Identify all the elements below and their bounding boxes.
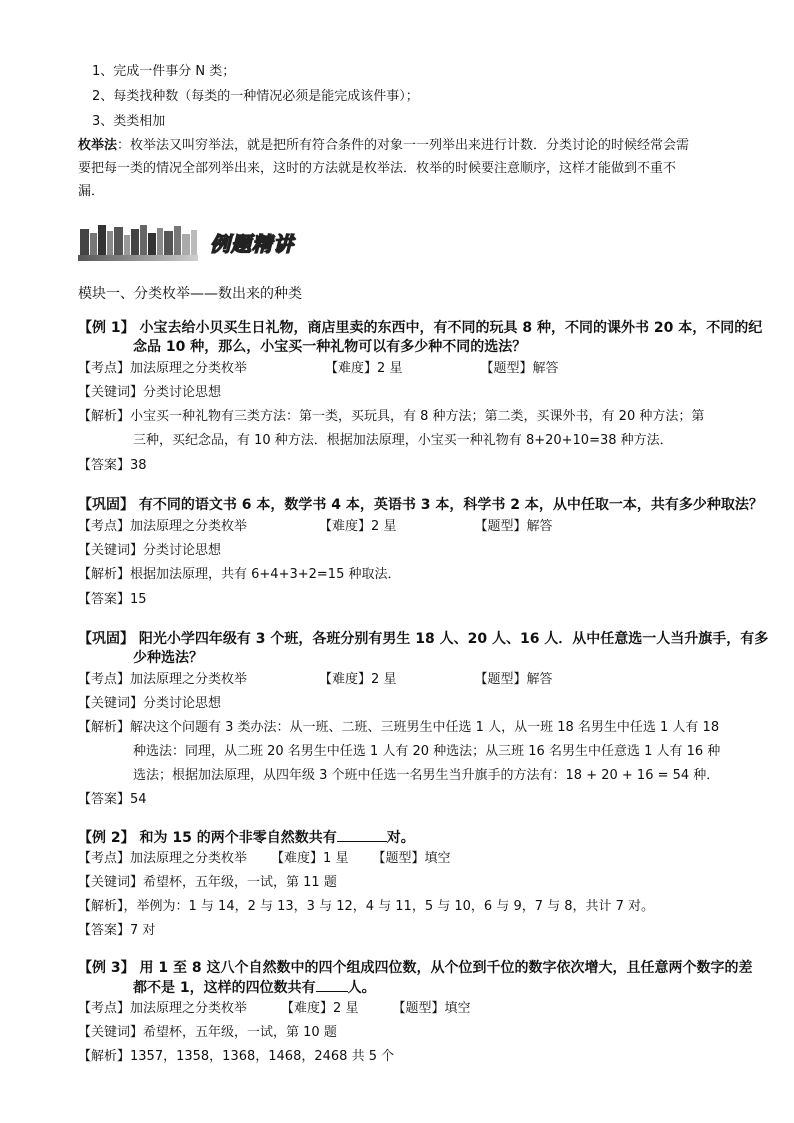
c1-point: 加法原理之分类枚举 <box>130 519 248 534</box>
enum-text-1: ：枚举法又叫穷举法，就是把所有符合条件的对象一一列举出来进行计数．分类讨论的时候经常会需 <box>117 138 690 153</box>
label-answer: 【答案】 <box>78 923 131 938</box>
c2-answer-value: 54 <box>130 792 147 807</box>
ex3-type: 填空 <box>444 1001 471 1016</box>
c2-answer <box>78 792 147 808</box>
c1-answer-value: 15 <box>130 592 147 607</box>
banner-title: 例题精讲 <box>210 232 294 256</box>
intro-step-1: 1、完成一件事分 N 类； <box>92 64 236 79</box>
label-analysis: 【解析】 <box>78 899 124 914</box>
c2-point: 加法原理之分类枚举 <box>130 672 248 687</box>
ex3-question-line-2 <box>133 979 376 996</box>
ex1-analysis-text-1: 小宝买一种礼物有三类方法：第一类，买玩具，有 8 种方法；第二类，买课外书，有 20 种方法；第 <box>130 409 705 424</box>
c2-analysis-line-3: 选法；根据加法原理，从四年级 3 个班中任选一名男生当升旗手的方法有：18 + 20 + 16 = 54 种． <box>133 768 720 783</box>
ex3-keyword <box>78 1025 337 1041</box>
ex1-analysis-line-2: 三种，买纪念品，有 10 种方法．根据加法原理，小宝买一种礼物有 8+20+10=38 种方法． <box>133 433 673 448</box>
label-point: 【考点】 <box>78 519 131 534</box>
ex1-question-line-1 <box>78 320 762 336</box>
ex3-analysis-text-1: 1357，1358，1368，1468，2468 共 5 个 <box>130 1049 395 1064</box>
c2-tag: 【巩固】 <box>78 631 134 647</box>
ex2-tag: 【例 2】 <box>78 830 135 846</box>
c1-keyword <box>78 543 221 559</box>
label-point: 【考点】 <box>78 1001 131 1016</box>
ex2-answer-value: 7 对 <box>130 923 156 938</box>
label-analysis: 【解析】 <box>78 1049 131 1064</box>
c2-question-line-2: 少种选法？ <box>133 650 203 666</box>
ex1-answer-value: 38 <box>130 458 147 473</box>
label-difficulty: 【难度】 <box>319 519 372 534</box>
ex2-point: 加法原理之分类枚举 <box>130 851 248 866</box>
ex3-question-text-2b: 人。 <box>347 980 376 996</box>
label-answer: 【答案】 <box>78 458 131 473</box>
ex1-question-line-2: 念品 10 种，那么，小宝买一种礼物可以有多少种不同的选法？ <box>133 339 527 355</box>
c2-analysis-line-2: 种选法：同理，从二班 20 名男生中任选 1 人有 20 种选法；从三班 16 名男生中任意选 1 人有 16 种 <box>133 744 721 759</box>
ex1-analysis-line-1 <box>78 409 704 425</box>
label-answer: 【答案】 <box>78 792 131 807</box>
label-point: 【考点】 <box>78 851 131 866</box>
ex3-keyword-value: 希望杯，五年级，一试，第 10 题 <box>143 1025 337 1040</box>
ex1-difficulty: 2 星 <box>377 361 403 376</box>
label-difficulty: 【难度】 <box>325 361 378 376</box>
c2-keyword-value: 分类讨论思想 <box>143 696 222 711</box>
ex3-question-text-1: 用 1 至 8 这八个自然数中的四个组成四位数，从个位到千位的数字依次增大，且任意两个数字的差 <box>139 960 753 976</box>
ex2-difficulty: 1 星 <box>323 851 349 866</box>
c2-type: 解答 <box>526 672 553 687</box>
label-analysis: 【解析】 <box>78 567 131 582</box>
ex3-analysis-line-1 <box>78 1049 394 1065</box>
intro-step-2: 2、每类找种数（每类的一种情况必须是能完成该件事）； <box>92 89 419 104</box>
label-keyword: 【关键词】 <box>78 1025 144 1040</box>
ex1-keyword <box>78 385 221 401</box>
ex3-point: 加法原理之分类枚举 <box>130 1001 248 1016</box>
label-difficulty: 【难度】 <box>271 851 324 866</box>
ex1-tag: 【例 1】 <box>78 320 135 336</box>
c2-question-line-1 <box>78 631 768 647</box>
label-keyword: 【关键词】 <box>78 385 144 400</box>
ex2-question-text-a: 和为 15 的两个非零自然数共有 <box>139 830 337 846</box>
ex1-type: 解答 <box>532 361 559 376</box>
label-type: 【题型】 <box>392 1001 445 1016</box>
ex2-analysis-line-1 <box>78 899 654 915</box>
ex2-keyword-value: 希望杯，五年级，一试，第 11 题 <box>143 875 337 890</box>
label-type: 【题型】 <box>474 519 527 534</box>
c1-keyword-value: 分类讨论思想 <box>143 543 222 558</box>
ex2-meta <box>78 851 450 867</box>
ex2-question-text-b: 对。 <box>386 830 415 846</box>
label-difficulty: 【难度】 <box>281 1001 334 1016</box>
ex1-keyword-value: 分类讨论思想 <box>143 385 222 400</box>
c1-tag: 【巩固】 <box>78 497 134 513</box>
label-keyword: 【关键词】 <box>78 696 144 711</box>
label-answer: 【答案】 <box>78 592 131 607</box>
c2-question-text-1: 阳光小学四年级有 3 个班，各班分别有男生 18 人、20 人、16 人．从中任意选一人当升旗手，有多 <box>138 631 769 647</box>
ex2-keyword <box>78 875 337 891</box>
label-difficulty: 【难度】 <box>319 672 372 687</box>
c1-meta <box>78 519 552 535</box>
enum-paragraph-line-1 <box>78 138 689 154</box>
ex1-meta <box>78 361 558 377</box>
label-keyword: 【关键词】 <box>78 875 144 890</box>
c1-analysis-text-1: 根据加法原理，共有 6+4+3+2=15 种取法． <box>130 567 401 582</box>
c1-analysis-line-1 <box>78 567 400 583</box>
ex3-tag: 【例 3】 <box>78 960 135 976</box>
enum-paragraph-line-3: 漏． <box>78 184 105 199</box>
c2-analysis-text-1: 解决这个问题有 3 类办法：从一班、二班、三班男生中任选 1 人，从一班 18 名男生中任选 1 人有 18 <box>130 720 720 735</box>
ex3-difficulty: 2 星 <box>333 1001 359 1016</box>
ex2-analysis-text-1: ，举例为：1 与 14，2 与 13，3 与 12，4 与 11，5 与 10，6 与 9，7 与 8，共计 7 对。 <box>123 899 655 914</box>
label-type: 【题型】 <box>372 851 425 866</box>
ex2-answer-blank <box>337 829 387 842</box>
label-type: 【题型】 <box>480 361 533 376</box>
enum-paragraph-line-2: 要把每一类的情况全部列举出来，这时的方法就是枚举法．枚举的时候要注意顺序，这样才能做到不重不 <box>78 161 677 176</box>
intro-step-3: 3、类类相加 <box>92 114 166 129</box>
ex1-question-text-1: 小宝去给小贝买生日礼物，商店里卖的东西中，有不同的玩具 8 种，不同的课外书 20 本，不同的纪 <box>139 320 763 336</box>
ex2-question-line-1 <box>78 829 415 846</box>
enum-term: 枚举法 <box>78 138 118 153</box>
ex3-question-text-2a: 都不是 1，这样的四位数共有 <box>133 980 316 996</box>
label-point: 【考点】 <box>78 361 131 376</box>
ex3-meta <box>78 1001 470 1017</box>
c1-answer <box>78 592 147 608</box>
c1-type: 解答 <box>526 519 553 534</box>
ex1-answer <box>78 458 147 474</box>
ex2-type: 填空 <box>424 851 451 866</box>
ex3-question-line-1 <box>78 960 752 976</box>
c1-difficulty: 2 星 <box>371 519 397 534</box>
label-point: 【考点】 <box>78 672 131 687</box>
c1-question-line-1 <box>78 497 763 513</box>
c2-difficulty: 2 星 <box>371 672 397 687</box>
label-keyword: 【关键词】 <box>78 543 144 558</box>
c1-question-text-1: 有不同的语文书 6 本，数学书 4 本，英语书 3 本，科学书 2 本，从中任取一本，共有多少种取法？ <box>138 497 763 513</box>
ex1-point: 加法原理之分类枚举 <box>130 361 248 376</box>
label-analysis: 【解析】 <box>78 720 131 735</box>
ex3-answer-blank <box>316 979 348 992</box>
ex2-answer <box>78 923 155 939</box>
label-type: 【题型】 <box>474 672 527 687</box>
c2-keyword <box>78 696 221 712</box>
module-title: 模块一、分类枚举——数出来的种类 <box>78 286 302 302</box>
c2-analysis-line-1 <box>78 720 719 736</box>
c2-meta <box>78 672 552 688</box>
label-analysis: 【解析】 <box>78 409 131 424</box>
